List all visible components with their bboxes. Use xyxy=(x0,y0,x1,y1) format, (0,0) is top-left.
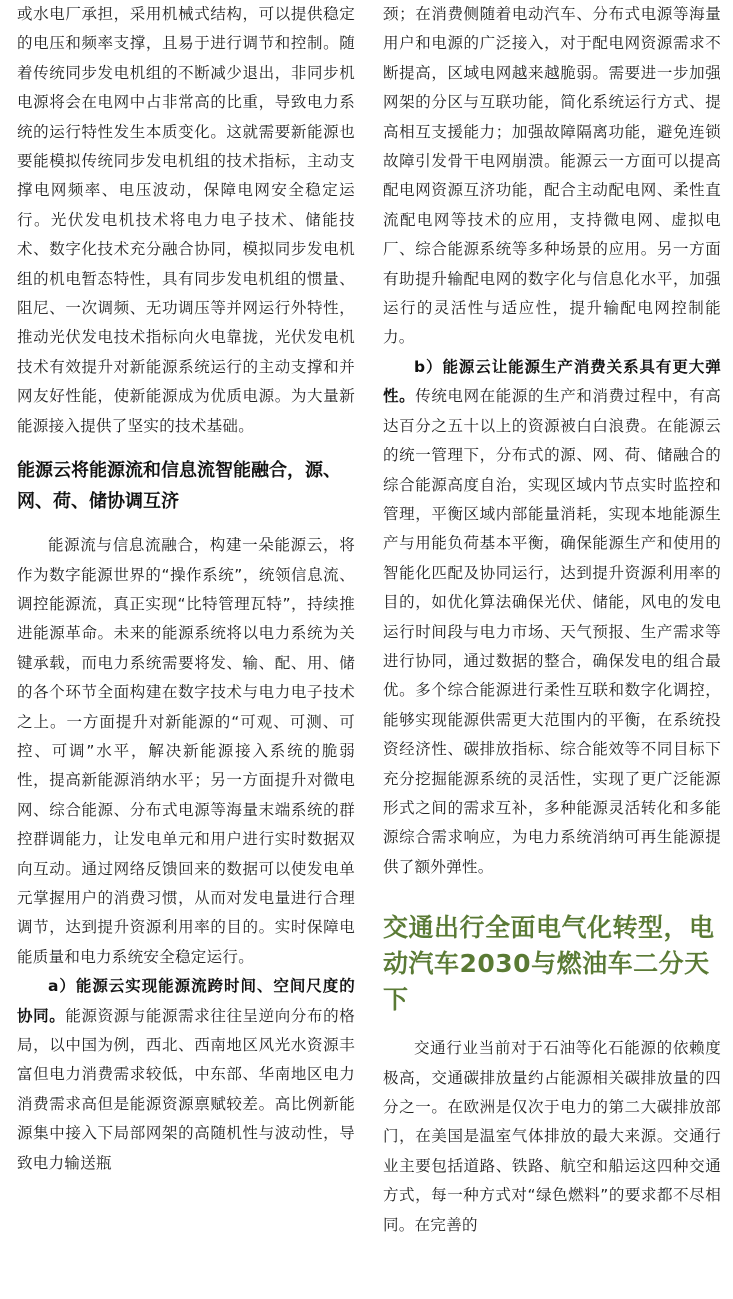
paragraph-body: 传统电网在能源的生产和消费过程中，有高达百分之五十以上的资源被白白浪费。在能源云的统一管理下，分布式的源、网、荷、储融合的综合能源高度自治，实现区域内节点实时监控和管理，平衡区域内部能量消耗，实现本地能源生产与用能负荷基本平衡，确保能源生产和使用的智能化匹配及协同运行，达到提升资源利用率的目的，如优化算法确保光伏、储能，风电的发电运行时间段与电力市场、天气预报、生产需求等进行协同，通过数据的整合，确保发电的组合最优。多个综合能源进行柔性互联和数字化调控，能够实现能源供需更大范围内的平衡，在系统投资经济性、碳排放指标、综合能效等不同目标下充分挖掘能源系统的灵活性，实现了更广泛能源形式之间的需求互补，多种能源灵活转化和多能源综合需求响应，为电力系统消纳可再生能源提供了额外弹性。 xyxy=(383,387,722,876)
body-paragraph: 交通行业当前对于石油等化石能源的依赖度极高，交通碳排放量约占能源相关碳排放量的四分之一。在欧洲是仅次于电力的第二大碳排放部门，在美国是温室气体排放的最大来源。交通行业主要包括道路、铁路、航空和船运这四种交通方式，每一种方式对“绿色燃料”的要求都不尽相同。在完善的 xyxy=(383,1039,721,1234)
body-paragraph: 颈；在消费侧随着电动汽车、分布式电源等海量用户和电源的广泛接入，对于配电网资源需求不断提高，区域电网越来越脆弱。需要进一步加强网架的分区与互联功能，简化系统运行方式、提高相互支援能力；加强故障隔离功能，避免连锁故障引发骨干电网崩溃。能源云一方面可以提高配电网资源互济功能，配合主动配电网、柔性直流配电网等技术的应用，支持微电网、虚拟电厂、综合能源系统等多种场景的应用。另一方面有助提升输配电网的数字化与信息化水平，加强运行的灵活性与适应性，提升输配电网控制能力。 xyxy=(383,5,721,347)
body-paragraph xyxy=(383,353,721,882)
body-paragraph xyxy=(17,972,355,1178)
paragraph-lead: a）能源云实现能源流跨时间、空间尺度的协同。 xyxy=(17,977,355,1025)
left-column xyxy=(17,0,355,1178)
paragraph-body: 能源资源与能源需求往往呈逆向分布的格局，以中国为例，西北、西南地区风光水资源丰富但电力消费需求较低，中东部、华南地区电力消费需求高但是能源资源禀赋较差。高比例新能源集中接入下局部网架的高随机性与波动性，导致电力输送瓶 xyxy=(17,1006,356,1172)
paragraph-lead: b）能源云让能源生产消费关系具有更大弹性。 xyxy=(383,357,721,406)
section-heading: 能源云将能源流和信息流智能融合，源、网、荷、储协调互济 xyxy=(17,460,341,513)
chapter-heading: 交通出行全面电气化转型，电动汽车2030与燃油车二分天下 xyxy=(383,913,715,1015)
body-paragraph: 能源流与信息流融合，构建一朵能源云，将作为数字能源世界的“操作系统”，统领信息流、调控能源流，真正实现“比特管理瓦特”，持续推进能源革命。未来的能源系统将以电力系统为关键承载，而电力系统需要将发、输、配、用、储的各个环节全面构建在数字技术与电力电子技术之上。一方面提升对新能源的“可观、可测、可控、可调”水平，解决新能源接入系统的脆弱性，提高新能源消纳水平；另一方面提升对微电网、综合能源、分布式电源等海量末端系统的群控群调能力，让发电单元和用户进行实时数据双向互动。通过网络反馈回来的数据可以使发电单元掌握用户的消费习惯，从而对发电量进行合理调节，达到提升资源利用率的目的。实时保障电能质量和电力系统安全稳定运行。 xyxy=(17,536,355,966)
body-paragraph: 或水电厂承担，采用机械式结构，可以提供稳定的电压和频率支撑，且易于进行调节和控制。随着传统同步发电机组的不断减少退出，非同步机电源将会在电网中占非常高的比重，导致电力系统的运行特性发生本质变化。这就需要新能源也要能模拟传统同步发电机组的技术指标，主动支撑电网频率、电压波动，保障电网安全稳定运行。光伏发电机技术将电力电子技术、储能技术、数字化技术充分融合协同，模拟同步发电机组的机电暂态特性，具有同步发电机组的惯量、阻尼、一次调频、无功调压等并网运行外特性，推动光伏发电技术指标向火电靠拢，光伏发电机技术有效提升对新能源系统运行的主动支撑和并网友好性能，使新能源成为优质电源。为大量新能源接入提供了坚实的技术基础。 xyxy=(17,5,355,435)
right-column xyxy=(383,0,721,1240)
